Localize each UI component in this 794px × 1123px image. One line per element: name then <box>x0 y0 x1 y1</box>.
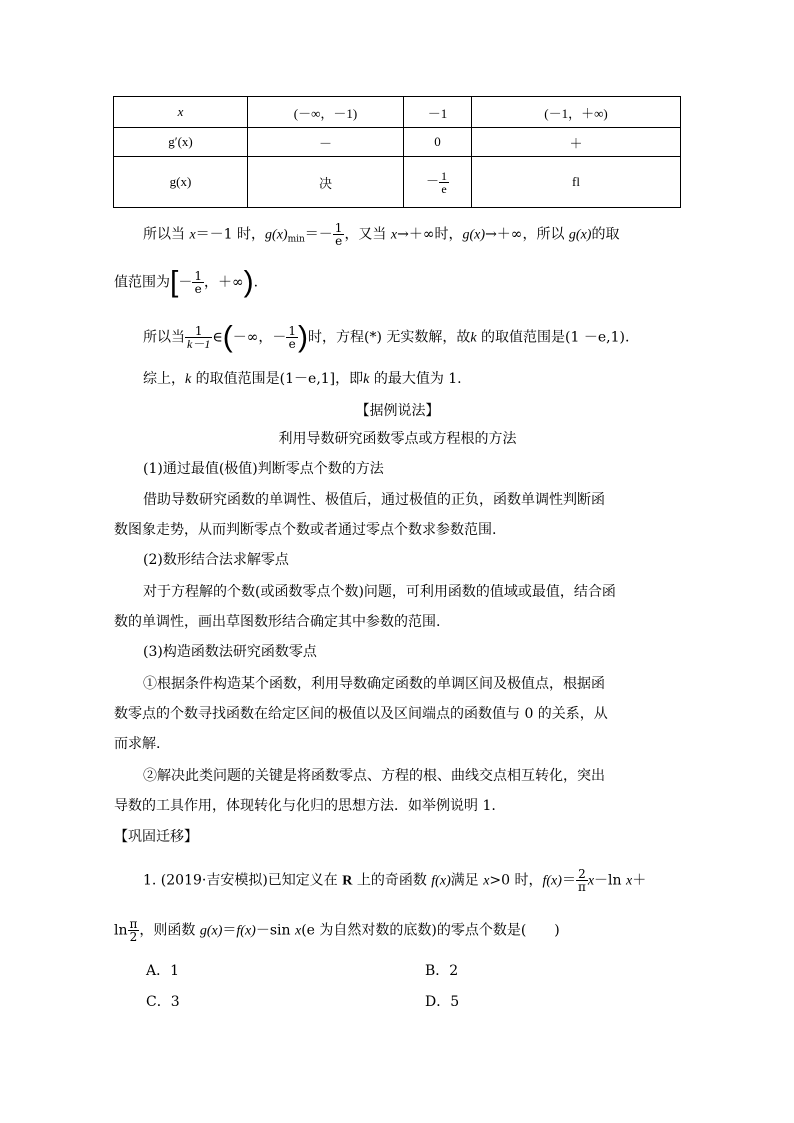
fraction-numerator: 1 <box>441 168 447 183</box>
table-cell: (－∞，－1) <box>248 97 404 128</box>
minus-sign: － <box>425 172 439 188</box>
paragraph-line: 对于方程解的个数(或函数零点个数)问题，可利用函数的值域或最值，结合函 <box>143 584 616 600</box>
fraction-denominator: π <box>577 880 586 894</box>
text: ，＋∞ <box>203 274 244 291</box>
fraction-denominator: e <box>194 282 202 296</box>
text: 所以当 <box>143 226 190 243</box>
fraction <box>333 222 345 247</box>
fraction-numerator: 1 <box>334 221 343 235</box>
text: 时，方程(*) 无实数解，故 <box>308 329 471 346</box>
paragraph-line: 数的单调性，画出草图数形结合确定其中参数的范围. <box>114 614 441 630</box>
math-var: k <box>363 372 370 387</box>
fraction-numerator: π <box>129 917 138 931</box>
paragraph-line <box>143 320 630 354</box>
fraction-denominator: k－1 <box>187 337 211 351</box>
text: →＋∞时， <box>397 226 463 243</box>
text: 综上， <box>143 371 185 387</box>
text: 满足 <box>450 872 484 889</box>
math-var: x <box>626 873 633 889</box>
text: ，则函数 <box>139 922 200 939</box>
paragraph-line: ①根据条件构造某个函数，利用导数确定函数的单调区间及极值点，根据函 <box>143 676 605 692</box>
fraction <box>286 325 298 350</box>
fraction-denominator: 2 <box>129 930 138 944</box>
option-b[interactable]: B．2 <box>425 963 459 979</box>
option-c[interactable]: C．3 <box>146 994 180 1010</box>
paragraph-line <box>114 265 259 299</box>
text: >0 时， <box>489 872 543 889</box>
text: ln <box>114 922 128 939</box>
math-expr: g(x) <box>199 923 223 939</box>
option-d[interactable]: D．5 <box>425 994 460 1010</box>
table-cell: ＋ <box>472 128 681 157</box>
fraction-denominator: e <box>441 181 447 196</box>
question-line <box>143 868 646 893</box>
bracket: ) <box>298 320 309 354</box>
table-cell: fl <box>472 157 681 208</box>
math-expr: f(x) <box>542 873 562 889</box>
table-cell: 决 <box>248 157 404 208</box>
bracket: ) <box>243 265 254 299</box>
table-row <box>114 128 681 157</box>
math-var: x <box>294 923 302 939</box>
section-heading: 【巩固迁移】 <box>114 829 198 845</box>
subscript: min <box>287 234 305 245</box>
text: 所以当 <box>143 329 185 346</box>
bracket: ( <box>222 320 233 354</box>
text: 的取值范围是(1－e,1]，即 <box>191 371 364 387</box>
paragraph-line: 而求解. <box>114 736 161 752</box>
math-expr: f(x) <box>236 923 256 939</box>
math-set: R <box>342 873 353 889</box>
math-var: x <box>189 227 196 243</box>
section-subheading: 利用导数研究函数零点或方程根的方法 <box>278 431 517 447</box>
fraction <box>128 918 140 943</box>
fraction-numerator: 1 <box>194 269 202 283</box>
fraction-numerator: 1 <box>185 325 212 338</box>
table-cell: x <box>114 97 248 128</box>
table-cell: 0 <box>404 128 472 157</box>
text: 1. (2019·吉安模拟)已知定义在 <box>143 872 343 889</box>
math-var: x <box>587 873 595 889</box>
text: －ln <box>594 872 626 889</box>
paragraph-line: 导数的工具作用，体现转化与化归的思想方法．如举例说明 1. <box>114 798 496 814</box>
math-expr: f(x) <box>431 873 451 889</box>
text: ∈ <box>212 329 223 346</box>
math-var: k <box>470 330 477 346</box>
paragraph-line: ②解决此类问题的关键是将函数零点、方程的根、曲线交点相互转化，突出 <box>143 768 605 784</box>
fraction-denominator: e <box>335 234 343 248</box>
text: →＋∞，所以 <box>485 226 569 243</box>
subsection-title: (3)构造函数法研究函数零点 <box>143 644 317 660</box>
paragraph-line: 借助导数研究函数的单调性、极值后，通过极值的正负，函数单调性判断函 <box>143 492 605 508</box>
fraction <box>439 170 449 195</box>
text: ＝－ <box>304 226 333 243</box>
math-expr: g(x) <box>462 227 486 243</box>
text: 值范围为 <box>114 274 170 291</box>
fraction-numerator: 1 <box>288 324 297 338</box>
text: － <box>178 274 193 291</box>
table-cell: g′(x) <box>114 128 248 157</box>
paragraph-line: 数图象走势，从而判断零点个数或者通过零点个数求参数范围. <box>114 522 497 538</box>
fraction-denominator: e <box>288 337 296 351</box>
fraction <box>192 270 204 295</box>
table-header-row <box>114 97 681 128</box>
table-row <box>114 157 681 208</box>
text: 上的奇函数 <box>352 872 432 889</box>
table-cell: － <box>248 128 404 157</box>
variation-table <box>113 96 681 208</box>
fraction-numerator: 2 <box>576 868 588 881</box>
text: ＝ <box>222 922 237 939</box>
math-expr: g(x) <box>568 227 592 243</box>
table-cell: －1 <box>404 97 472 128</box>
bracket: [ <box>170 265 179 299</box>
text: ＝ <box>561 872 576 889</box>
text: ，又当 <box>344 226 391 243</box>
table-cell: (－1，＋∞) <box>472 97 681 128</box>
fraction <box>185 325 212 350</box>
text: ＋ <box>632 872 647 889</box>
question-line <box>114 918 560 943</box>
paragraph-line: 数零点的个数寻找函数在给定区间的极值以及区间端点的函数值与 0 的关系，从 <box>114 706 608 722</box>
table-cell: g(x) <box>114 157 248 208</box>
subsection-title: (1)通过最值(极值)判断零点个数的方法 <box>143 461 384 477</box>
table-cell <box>404 157 472 208</box>
option-a[interactable]: A．1 <box>146 963 180 979</box>
math-var: k <box>185 372 192 387</box>
text: －sin <box>255 922 295 939</box>
text: 的取 <box>591 226 620 243</box>
fraction <box>576 868 588 893</box>
section-heading: 【据例说法】 <box>355 403 440 419</box>
text: －∞，－ <box>232 329 287 346</box>
text: 的取值范围是(1 －e,1). <box>476 329 630 346</box>
paragraph-line <box>143 368 462 391</box>
math-var: x <box>483 873 490 889</box>
text: . <box>253 274 259 291</box>
text: (e 为自然对数的底数)的零点个数是( ) <box>301 922 560 939</box>
text: ＝－1 时， <box>195 226 266 243</box>
paragraph-line <box>143 222 619 251</box>
math-expr: g(x) <box>265 227 288 243</box>
subsection-title: (2)数形结合法求解零点 <box>143 552 289 568</box>
math-var: x <box>390 227 398 243</box>
text: 的最大值为 1. <box>369 371 462 387</box>
